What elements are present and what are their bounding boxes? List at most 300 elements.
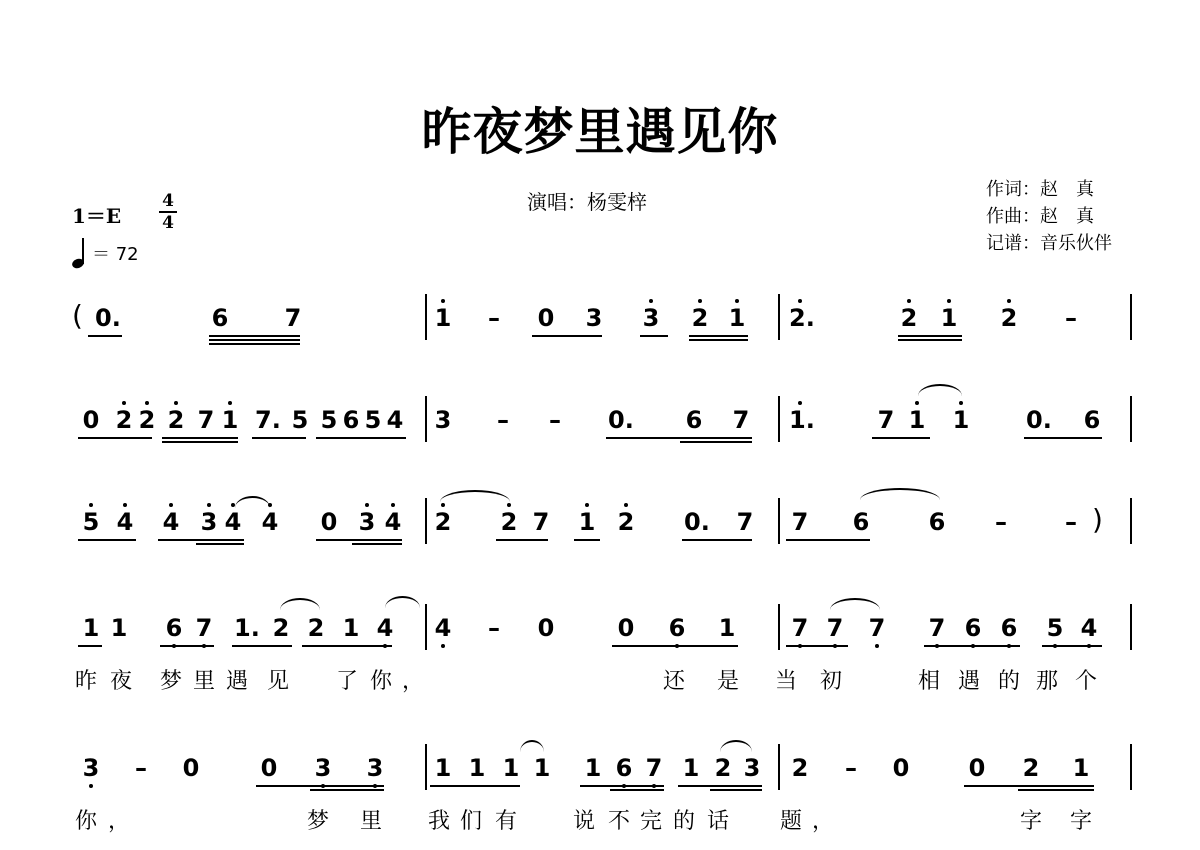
note-digit: 3 bbox=[358, 508, 376, 536]
beam-underline bbox=[162, 441, 238, 443]
lyric-char: 字 bbox=[1069, 809, 1092, 834]
note bbox=[255, 406, 281, 434]
note-digit: 7 bbox=[736, 508, 754, 536]
note-digit: 2. bbox=[789, 304, 815, 332]
note bbox=[80, 614, 102, 642]
beam-underline bbox=[316, 437, 406, 439]
note bbox=[318, 508, 340, 536]
note bbox=[1060, 304, 1082, 332]
note bbox=[432, 508, 454, 536]
note bbox=[318, 406, 340, 434]
lyric-char: 的 bbox=[997, 669, 1020, 694]
score-row bbox=[0, 299, 1200, 392]
note-digit: 1 bbox=[1072, 754, 1090, 782]
lyric-char: 个 bbox=[1074, 669, 1097, 694]
note bbox=[926, 614, 948, 642]
lyric-char: 见 bbox=[266, 669, 289, 694]
note-digit: 2 bbox=[307, 614, 325, 642]
note-digit: 2 bbox=[791, 754, 809, 782]
barline bbox=[778, 294, 780, 340]
note-digit: 0 bbox=[968, 754, 986, 782]
octave-dot-high bbox=[441, 503, 445, 507]
note bbox=[615, 508, 637, 536]
note bbox=[789, 754, 811, 782]
note-digit: 2 bbox=[434, 508, 452, 536]
note bbox=[136, 406, 158, 434]
note-digit: 6 bbox=[668, 614, 686, 642]
lyric-char: 了 bbox=[335, 669, 358, 694]
octave-dot-high bbox=[89, 503, 93, 507]
composer-credit: 作曲：赵 真 bbox=[986, 206, 1094, 227]
octave-dot-high bbox=[915, 401, 919, 405]
note bbox=[364, 754, 386, 782]
note bbox=[1081, 406, 1103, 434]
beam-underline bbox=[680, 437, 752, 439]
note-digit: 7 bbox=[284, 304, 302, 332]
note bbox=[998, 614, 1020, 642]
note-digit: 5 bbox=[364, 406, 382, 434]
note-digit: 1 bbox=[468, 754, 486, 782]
beam-underline bbox=[496, 539, 548, 541]
beam-underline bbox=[1042, 645, 1102, 647]
beam-underline bbox=[196, 543, 244, 545]
lyric-char: 当 bbox=[774, 669, 797, 694]
beam-underline bbox=[160, 645, 214, 647]
note bbox=[384, 406, 406, 434]
note-digit: 1 bbox=[342, 614, 360, 642]
score-row bbox=[0, 404, 1200, 494]
note bbox=[466, 754, 488, 782]
lyric-char: ， bbox=[107, 809, 130, 834]
note bbox=[613, 754, 635, 782]
note-digit: – bbox=[135, 754, 147, 782]
beam-underline bbox=[352, 543, 402, 545]
score-row bbox=[0, 503, 1200, 596]
note-digit: 1 bbox=[82, 614, 100, 642]
note bbox=[222, 508, 244, 536]
note-digit: 6 bbox=[1083, 406, 1101, 434]
beam-underline bbox=[1018, 785, 1094, 787]
barline bbox=[778, 396, 780, 442]
note-digit: 1 bbox=[940, 304, 958, 332]
note bbox=[998, 304, 1020, 332]
note-digit: 4 bbox=[386, 406, 404, 434]
time-denominator: 4 bbox=[162, 213, 174, 233]
note-digit: 1 bbox=[533, 754, 551, 782]
note-digit: 1 bbox=[682, 754, 700, 782]
octave-dot-high bbox=[735, 299, 739, 303]
note-digit: 2 bbox=[1022, 754, 1040, 782]
note bbox=[492, 406, 514, 434]
note-digit: 4 bbox=[162, 508, 180, 536]
tie-arc bbox=[385, 596, 420, 608]
note-digit: – bbox=[488, 304, 500, 332]
note bbox=[734, 508, 756, 536]
note bbox=[684, 508, 710, 536]
beam-underline bbox=[78, 645, 102, 647]
note bbox=[926, 508, 948, 536]
lyric-char: 我 bbox=[427, 809, 450, 834]
note bbox=[382, 508, 404, 536]
note bbox=[258, 754, 280, 782]
barline bbox=[425, 604, 427, 650]
note bbox=[535, 614, 557, 642]
note bbox=[312, 754, 334, 782]
beam-underline bbox=[1018, 789, 1094, 791]
lyric-char: 字 bbox=[1019, 809, 1042, 834]
note bbox=[789, 508, 811, 536]
barline bbox=[425, 498, 427, 544]
note bbox=[130, 754, 152, 782]
note-digit: 1 bbox=[718, 614, 736, 642]
note bbox=[898, 304, 920, 332]
note-digit: 2 bbox=[900, 304, 918, 332]
note-digit: 4 bbox=[384, 508, 402, 536]
lyric-char: 昨 bbox=[74, 669, 97, 694]
note bbox=[866, 614, 888, 642]
note-digit: 1 bbox=[578, 508, 596, 536]
beam-underline bbox=[682, 539, 752, 541]
note bbox=[180, 754, 202, 782]
note bbox=[1070, 754, 1092, 782]
note-digit: – bbox=[995, 508, 1007, 536]
note-digit: 1. bbox=[789, 406, 815, 434]
lyric-char: 里 bbox=[192, 669, 215, 694]
beam-underline bbox=[209, 343, 300, 345]
lyric-char: 相 bbox=[917, 669, 940, 694]
beam-underline bbox=[88, 335, 122, 337]
note bbox=[608, 406, 634, 434]
note-digit: 5 bbox=[291, 406, 309, 434]
note bbox=[219, 406, 241, 434]
barline bbox=[425, 396, 427, 442]
note-digit: 6 bbox=[1000, 614, 1018, 642]
note bbox=[683, 406, 705, 434]
note bbox=[259, 508, 281, 536]
octave-dot-high bbox=[907, 299, 911, 303]
lyric-char: 里 bbox=[359, 809, 382, 834]
note bbox=[483, 614, 505, 642]
note bbox=[875, 406, 897, 434]
singer-credit: 演唱：杨雯梓 bbox=[527, 190, 647, 214]
note bbox=[824, 614, 846, 642]
note bbox=[938, 304, 960, 332]
octave-dot-high bbox=[585, 503, 589, 507]
paren-open: ( bbox=[72, 299, 83, 332]
note-digit: 6 bbox=[615, 754, 633, 782]
note bbox=[498, 508, 520, 536]
octave-dot-low bbox=[89, 784, 93, 788]
barline bbox=[778, 498, 780, 544]
note-digit: – bbox=[549, 406, 561, 434]
note bbox=[374, 614, 396, 642]
note-digit: 4 bbox=[376, 614, 394, 642]
lyric-char: 你 bbox=[369, 669, 392, 694]
note-digit: 0 bbox=[260, 754, 278, 782]
beam-underline bbox=[898, 335, 962, 337]
note bbox=[80, 406, 102, 434]
note bbox=[990, 508, 1012, 536]
note-digit: 3 bbox=[434, 406, 452, 434]
note-digit: 7 bbox=[928, 614, 946, 642]
note-digit: 6 bbox=[852, 508, 870, 536]
octave-dot-high bbox=[441, 299, 445, 303]
note bbox=[1044, 614, 1066, 642]
lyric-char: 有 bbox=[494, 809, 517, 834]
note bbox=[1060, 508, 1082, 536]
beam-underline bbox=[232, 645, 292, 647]
note-digit: 7 bbox=[791, 508, 809, 536]
note-digit: 1 bbox=[434, 304, 452, 332]
note-digit: 7 bbox=[645, 754, 663, 782]
beam-underline bbox=[610, 785, 664, 787]
note bbox=[270, 614, 292, 642]
note bbox=[583, 304, 605, 332]
note bbox=[193, 614, 215, 642]
note-digit: 7 bbox=[532, 508, 550, 536]
lyric-char: ， bbox=[811, 809, 834, 834]
note-digit: 7 bbox=[877, 406, 895, 434]
octave-dot-low bbox=[441, 644, 445, 648]
note bbox=[432, 614, 454, 642]
note bbox=[163, 614, 185, 642]
note-digit: 0 bbox=[537, 304, 555, 332]
credits bbox=[986, 176, 1112, 257]
beam-underline bbox=[78, 437, 152, 439]
lyric-char: 那 bbox=[1035, 669, 1058, 694]
beam-underline bbox=[898, 339, 962, 341]
octave-dot-high bbox=[959, 401, 963, 405]
note-digit: – bbox=[488, 614, 500, 642]
octave-dot-high bbox=[624, 503, 628, 507]
note bbox=[789, 614, 811, 642]
beam-underline bbox=[430, 785, 520, 787]
score-row bbox=[0, 752, 1200, 842]
note-digit: 5 bbox=[320, 406, 338, 434]
note bbox=[282, 304, 304, 332]
note-digit: 6 bbox=[211, 304, 229, 332]
note bbox=[80, 754, 102, 782]
beam-underline bbox=[689, 335, 748, 337]
note-digit: 1 bbox=[728, 304, 746, 332]
note-digit: 5 bbox=[82, 508, 100, 536]
beam-underline bbox=[352, 539, 402, 541]
barline bbox=[425, 744, 427, 790]
octave-dot-high bbox=[123, 503, 127, 507]
barline bbox=[1130, 744, 1132, 790]
barline bbox=[1130, 498, 1132, 544]
note bbox=[195, 406, 217, 434]
note-digit: 1 bbox=[502, 754, 520, 782]
note bbox=[716, 614, 738, 642]
octave-dot-high bbox=[122, 401, 126, 405]
note-digit: 2 bbox=[714, 754, 732, 782]
note bbox=[582, 754, 604, 782]
note bbox=[1020, 754, 1042, 782]
note bbox=[850, 508, 872, 536]
transcriber-credit: 记谱：音乐伙伴 bbox=[986, 233, 1112, 254]
note bbox=[340, 406, 362, 434]
note-digit: 2 bbox=[1000, 304, 1018, 332]
note-digit: 3 bbox=[743, 754, 761, 782]
note-digit: 0. bbox=[95, 304, 121, 332]
time-signature bbox=[157, 191, 179, 233]
key-signature: 1＝E bbox=[72, 204, 122, 228]
note-digit: 3 bbox=[585, 304, 603, 332]
note bbox=[615, 614, 637, 642]
note bbox=[535, 304, 557, 332]
octave-dot-high bbox=[169, 503, 173, 507]
note-digit: 0 bbox=[617, 614, 635, 642]
lyric-char: 说 bbox=[572, 809, 595, 834]
note-digit: 4 bbox=[224, 508, 242, 536]
note bbox=[544, 406, 566, 434]
note bbox=[1026, 406, 1052, 434]
note bbox=[530, 508, 552, 536]
note bbox=[340, 614, 362, 642]
beam-underline bbox=[78, 539, 136, 541]
lyricist-credit: 作词：赵 真 bbox=[986, 179, 1094, 200]
note bbox=[108, 614, 130, 642]
note-digit: – bbox=[1065, 304, 1077, 332]
tie-arc bbox=[280, 598, 320, 610]
note-digit: 2 bbox=[617, 508, 635, 536]
note-digit: 1 bbox=[110, 614, 128, 642]
note bbox=[789, 304, 815, 332]
note-digit: 2 bbox=[138, 406, 156, 434]
tie-arc bbox=[520, 740, 544, 752]
beam-underline bbox=[612, 645, 738, 647]
note-digit: 4 bbox=[1080, 614, 1098, 642]
note bbox=[741, 754, 763, 782]
note-digit: 7 bbox=[732, 406, 750, 434]
note bbox=[950, 406, 972, 434]
note bbox=[643, 754, 665, 782]
note-digit: 3 bbox=[200, 508, 218, 536]
barline bbox=[778, 604, 780, 650]
note-digit: 3 bbox=[314, 754, 332, 782]
note bbox=[1078, 614, 1100, 642]
tempo-marking bbox=[72, 238, 139, 268]
note bbox=[680, 754, 702, 782]
note-digit: 1 bbox=[434, 754, 452, 782]
octave-dot-high bbox=[1007, 299, 1011, 303]
beam-underline bbox=[680, 441, 752, 443]
note bbox=[500, 754, 522, 782]
note bbox=[356, 508, 378, 536]
note-digit: 0. bbox=[608, 406, 634, 434]
note-digit: 4 bbox=[434, 614, 452, 642]
note-digit: 0 bbox=[892, 754, 910, 782]
barline bbox=[425, 294, 427, 340]
beam-underline bbox=[302, 645, 392, 647]
note bbox=[80, 508, 102, 536]
note bbox=[890, 754, 912, 782]
beam-underline bbox=[710, 789, 762, 791]
note bbox=[95, 304, 121, 332]
note bbox=[483, 304, 505, 332]
note-digit: 2 bbox=[115, 406, 133, 434]
note-digit: 0 bbox=[182, 754, 200, 782]
octave-dot-high bbox=[507, 503, 511, 507]
beam-underline bbox=[252, 437, 306, 439]
lyric-char: 遇 bbox=[225, 669, 248, 694]
note-digit: 1 bbox=[952, 406, 970, 434]
note-digit: 2 bbox=[272, 614, 290, 642]
lyric-char: 题 bbox=[779, 809, 802, 834]
beam-underline bbox=[710, 785, 762, 787]
note bbox=[531, 754, 553, 782]
lyric-char: 梦 bbox=[159, 669, 182, 694]
beam-underline bbox=[924, 645, 1020, 647]
barline bbox=[1130, 604, 1132, 650]
octave-dot-high bbox=[365, 503, 369, 507]
paren-close: ) bbox=[1092, 503, 1103, 536]
note bbox=[689, 304, 711, 332]
note-digit: 3 bbox=[642, 304, 660, 332]
note-digit: 0 bbox=[320, 508, 338, 536]
note bbox=[966, 754, 988, 782]
note-digit: 7 bbox=[826, 614, 844, 642]
score-row bbox=[0, 612, 1200, 702]
beam-underline bbox=[786, 539, 870, 541]
note-digit: 1. bbox=[234, 614, 260, 642]
beam-underline bbox=[786, 645, 848, 647]
lyric-char: 你 bbox=[74, 809, 97, 834]
lyric-char: 话 bbox=[706, 809, 729, 834]
note bbox=[789, 406, 815, 434]
beam-underline bbox=[532, 335, 602, 337]
lyric-char: 们 bbox=[459, 809, 482, 834]
octave-dot-high bbox=[391, 503, 395, 507]
beam-underline bbox=[610, 789, 664, 791]
octave-dot-high bbox=[228, 401, 232, 405]
note-digit: 7 bbox=[868, 614, 886, 642]
note-digit: 6 bbox=[928, 508, 946, 536]
octave-dot-high bbox=[698, 299, 702, 303]
note-digit: 0 bbox=[82, 406, 100, 434]
note bbox=[962, 614, 984, 642]
tempo-value: ＝ 72 bbox=[92, 244, 139, 265]
lyric-char: 是 bbox=[716, 669, 739, 694]
note-digit: – bbox=[845, 754, 857, 782]
note-digit: 6 bbox=[165, 614, 183, 642]
note bbox=[640, 304, 662, 332]
note-digit: – bbox=[497, 406, 509, 434]
note-digit: 6 bbox=[685, 406, 703, 434]
note-digit: 0. bbox=[1026, 406, 1052, 434]
lyric-char: 不 bbox=[607, 809, 630, 834]
lyric-char: ， bbox=[401, 669, 424, 694]
note-digit: 2 bbox=[500, 508, 518, 536]
note-digit: 5 bbox=[1046, 614, 1064, 642]
barline bbox=[1130, 294, 1132, 340]
note bbox=[198, 508, 220, 536]
song-title: 昨夜梦里遇见你 bbox=[421, 102, 779, 161]
beam-underline bbox=[209, 335, 300, 337]
note-digit: 7 bbox=[791, 614, 809, 642]
octave-dot-high bbox=[207, 503, 211, 507]
octave-dot-high bbox=[174, 401, 178, 405]
octave-dot-high bbox=[145, 401, 149, 405]
note bbox=[234, 614, 260, 642]
tie-arc bbox=[830, 598, 880, 610]
beam-underline bbox=[1024, 437, 1102, 439]
beam-underline bbox=[162, 437, 238, 439]
time-numerator: 4 bbox=[162, 191, 174, 211]
note bbox=[362, 406, 384, 434]
note bbox=[432, 304, 454, 332]
